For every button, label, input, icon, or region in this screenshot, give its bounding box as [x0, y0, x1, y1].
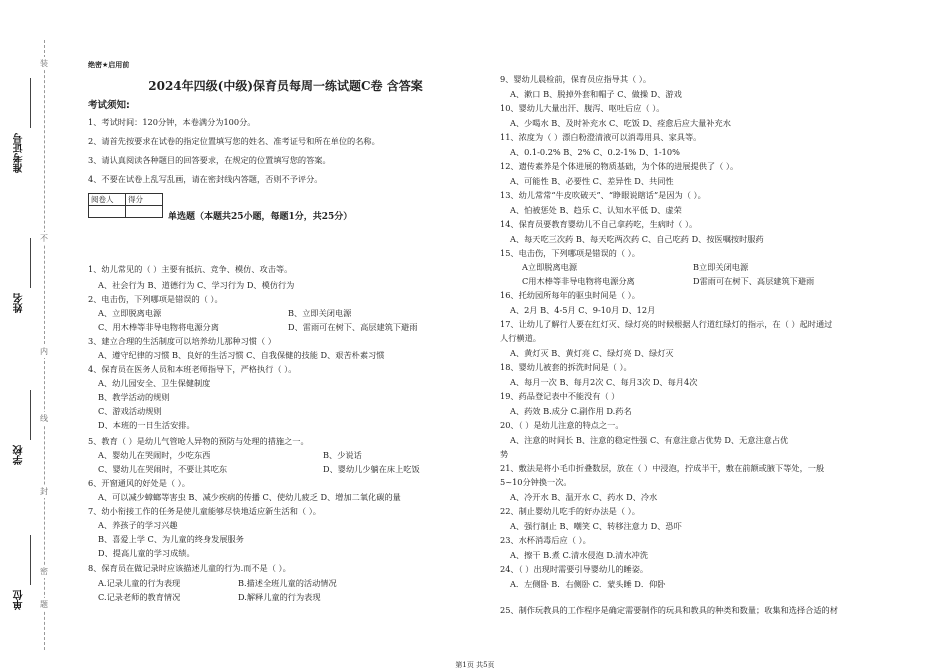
question-line: A、0.1-0.2% B、2% C、0.2-1% D、1-10%	[510, 147, 680, 157]
question-line: A、可能性 B、必要性 C、差异性 D、共同性	[510, 176, 674, 186]
question-line: A、每月一次 B、每月2次 C、每月3次 D、每月4次	[510, 377, 698, 387]
question-line: C.记录老师的教育情况	[98, 592, 181, 602]
question-line: 14、保育员要教育婴幼儿不自己拿药吃，生病时（ ）。	[500, 219, 698, 229]
question-line: 势	[500, 449, 509, 459]
question-line: 3、建立合理的生活制度可以培养幼儿那种习惯（ ）	[88, 336, 276, 346]
question-line: 12、遗传素养是个体进展的物质基础，为个体的进展提供了（ ）。	[500, 161, 739, 171]
question-line: A、幼儿园安全、卫生保健制度	[98, 378, 211, 388]
question-line: C、婴幼儿在哭闹时，不要让其吃东	[98, 464, 228, 474]
seal-mark: 装	[40, 59, 48, 68]
seal-mark: 不	[40, 234, 48, 243]
question-line: A立即脱离电源	[522, 262, 578, 272]
question-line: 2、电击伤，下列哪项是错误的（ ）。	[88, 294, 223, 304]
notice-item: 1、考试时间：120分钟，本卷满分为100分。	[88, 117, 256, 127]
question-line: A、黄灯灭 B、黄灯亮 C、绿灯亮 D、绿灯灭	[510, 348, 674, 358]
question-line: A、擦干 B.煮 C.清水侵泡 D.清水冲洗	[510, 550, 649, 560]
question-line: D、婴幼儿少躺在床上吃饭	[323, 464, 420, 474]
question-line: A、少喝水 B、及时补充水 C、吃饭 D、痊愈后应大量补充水	[510, 118, 731, 128]
seal-mark: 线	[40, 414, 48, 423]
question-line: A、冷开水 B、温开水 C、药水 D、冷水	[510, 492, 658, 502]
write-in-line[interactable]	[30, 78, 31, 128]
grader-blank	[89, 206, 126, 218]
question-line: A.记录儿童的行为表现	[98, 578, 181, 588]
question-line: D、雷雨可在树下、高层建筑下避雨	[288, 322, 418, 332]
question-line: A、婴幼儿在哭闹时，少吃东西	[98, 450, 211, 460]
question-line: C、游戏活动规则	[98, 406, 162, 416]
score-cell: 得分	[126, 194, 163, 206]
binding-strip	[0, 0, 70, 671]
question-line: 16、托幼园所每年的驱虫时间是（ ）。	[500, 290, 640, 300]
page-footer: 第1页 共5页	[455, 661, 495, 669]
unit-label: 单位	[14, 590, 25, 610]
question-line: A、遵守纪律的习惯 B、良好的生活习惯 C、自我保健的技能 D、艰苦朴素习惯	[98, 350, 385, 360]
seal-mark: 密	[40, 567, 48, 576]
seal-mark: 封	[40, 487, 48, 496]
question-line: 24、（ ）出现时需要引导婴幼儿的睡姿。	[500, 564, 649, 574]
question-line: B、教学活动的规则	[98, 392, 170, 402]
question-line: A、每天吃三次药 B、每天吃两次药 C、自己吃药 D、按医嘱按时服药	[510, 234, 764, 244]
question-line: D、提高儿童的学习成绩。	[98, 548, 195, 558]
question-line: D雷雨可在树下、高层建筑下避雨	[693, 276, 815, 286]
notice-heading: 考试须知:	[88, 100, 130, 111]
question-line: D.解释儿童的行为表现	[238, 592, 321, 602]
question-line: C用木棒等非导电物将电源分离	[522, 276, 635, 286]
question-line: 10、婴幼儿大量出汗、腹泻、呕吐后应（ ）。	[500, 103, 665, 113]
question-line: 5~10分钟换一次。	[500, 477, 572, 487]
notice-item: 4、不要在试卷上乱写乱画，请在密封线内答题，否则不予评分。	[88, 174, 323, 184]
section-heading: 单选题（本题共25小题，每题1分，共25分）	[168, 212, 353, 222]
question-line: 20、（ ）是幼儿注意的特点之一。	[500, 420, 624, 430]
notice-item: 3、请认真阅读各种题目的回答要求，在规定的位置填写您的答案。	[88, 155, 331, 165]
question-line: 4、保育员在医务人员和本班老师指导下，严格执行（ ）。	[88, 364, 297, 374]
question-line: 8、保育员在做记录时应该描述儿童的行为.而不是（ ）。	[88, 563, 291, 573]
question-line: A．左侧卧 B．右侧卧 C．蒙头睡 D．仰卧	[510, 579, 666, 589]
write-in-line[interactable]	[30, 535, 31, 585]
score-blank	[126, 206, 163, 218]
question-line: 人行横道。	[500, 333, 541, 343]
question-line: 11、浓度为（ ）漂白粉澄清液可以消毒用具、家具等。	[500, 132, 702, 142]
question-line: 15、电击伤，下列哪项是错误的（ ）。	[500, 248, 640, 258]
question-line: 18、婴幼儿被套的拆洗时间是（ ）。	[500, 362, 632, 372]
score-table	[88, 193, 163, 218]
notice-item: 2、请首先按要求在试卷的指定位置填写您的姓名、准考证号和所在单位的名称。	[88, 136, 380, 146]
secret-mark: 绝密★启用前	[88, 61, 130, 69]
question-line: B、少说话	[323, 450, 362, 460]
question-line: 25、制作玩教具的工作程序是确定需要制作的玩具和教具的种类和数量；收集和选择合适的材	[500, 605, 838, 615]
question-line: A、可以减少蟑螂等害虫 B、减少疾病的传播 C、使幼儿疲乏 D、增加二氧化碳的量	[98, 492, 401, 502]
seal-mark: 题	[40, 600, 48, 609]
name-label: 姓名	[14, 293, 25, 313]
question-line: 22、制止婴幼儿吃手的好办法是（ ）。	[500, 506, 640, 516]
question-line: A、立即脱离电源	[98, 308, 162, 318]
write-in-line[interactable]	[30, 238, 31, 288]
question-line: A、强行制止 B、嘲笑 C、转移注意力 D、恐吓	[510, 521, 682, 531]
question-line: 7、幼小衔接工作的任务是使儿童能够尽快地适应新生活和（ ）。	[88, 506, 321, 516]
write-in-line[interactable]	[30, 390, 31, 440]
question-line: 21、敷法是将小毛巾折叠数层，放在（ ）中浸泡，拧成半干，敷在前额或腋下等处，一般	[500, 463, 825, 473]
question-line: 23、水杯消毒后应（ ）。	[500, 535, 591, 545]
question-line: A、养孩子的学习兴趣	[98, 520, 178, 530]
question-line: A、社会行为 B、道德行为 C、学习行为 D、模仿行为	[98, 280, 295, 290]
question-line: 13、幼儿常常“牛皮吹破天”、“睁眼说瞎话”是因为（ ）。	[500, 190, 706, 200]
question-line: B.描述全班儿童的活动情况	[238, 578, 337, 588]
question-line: 1、幼儿常见的（ ）主要有抵抗、竞争、模仿、攻击等。	[88, 264, 293, 274]
question-line: A、注意的时间长 B、注意的稳定性强 C、有意注意占优势 D、无意注意占优	[510, 435, 789, 445]
question-line: B、立即关闭电源	[288, 308, 352, 318]
question-line: C、用木棒等非导电物将电源分离	[98, 322, 219, 332]
question-line: 19、药品登记表中不能没有（ ）	[500, 391, 620, 401]
question-line: B立即关闭电源	[693, 262, 749, 272]
question-line: B、喜爱上学 C、为儿童的终身发展服务	[98, 534, 244, 544]
question-line: D、本班的一日生活安排。	[98, 420, 195, 430]
question-line: A、怕被惩处 B、趋乐 C、认知水平低 D、虚荣	[510, 205, 682, 215]
question-line: A、漱口 B、脱掉外套和帽子 C、做操 D、游戏	[510, 89, 682, 99]
question-line: 17、让幼儿了解行人要在红灯灭、绿灯亮的时候根据人行道红绿灯的指示，在（ ）起时通过	[500, 319, 833, 329]
question-line: 9、婴幼儿晨检前，保育员应指导其（ ）。	[500, 74, 652, 84]
exam-number-label: 准考证号	[14, 133, 25, 173]
question-line: A、2月 B、4-5月 C、9-10月 D、12月	[510, 305, 656, 315]
question-line: 5、教育（ ）是幼儿气管呛人异物的预防与处理的措施之一。	[88, 436, 309, 446]
seal-mark: 内	[40, 347, 48, 356]
question-line: A、药效 B.成分 C.副作用 D.药名	[510, 406, 632, 416]
page-title: 2024年四级(中级)保育员每周一练试题C卷 含答案	[148, 79, 423, 93]
school-label: 学校	[14, 445, 25, 465]
question-line: 6、开窗通风的好处是（ ）。	[88, 478, 190, 488]
grader-cell: 阅卷人	[89, 194, 126, 206]
